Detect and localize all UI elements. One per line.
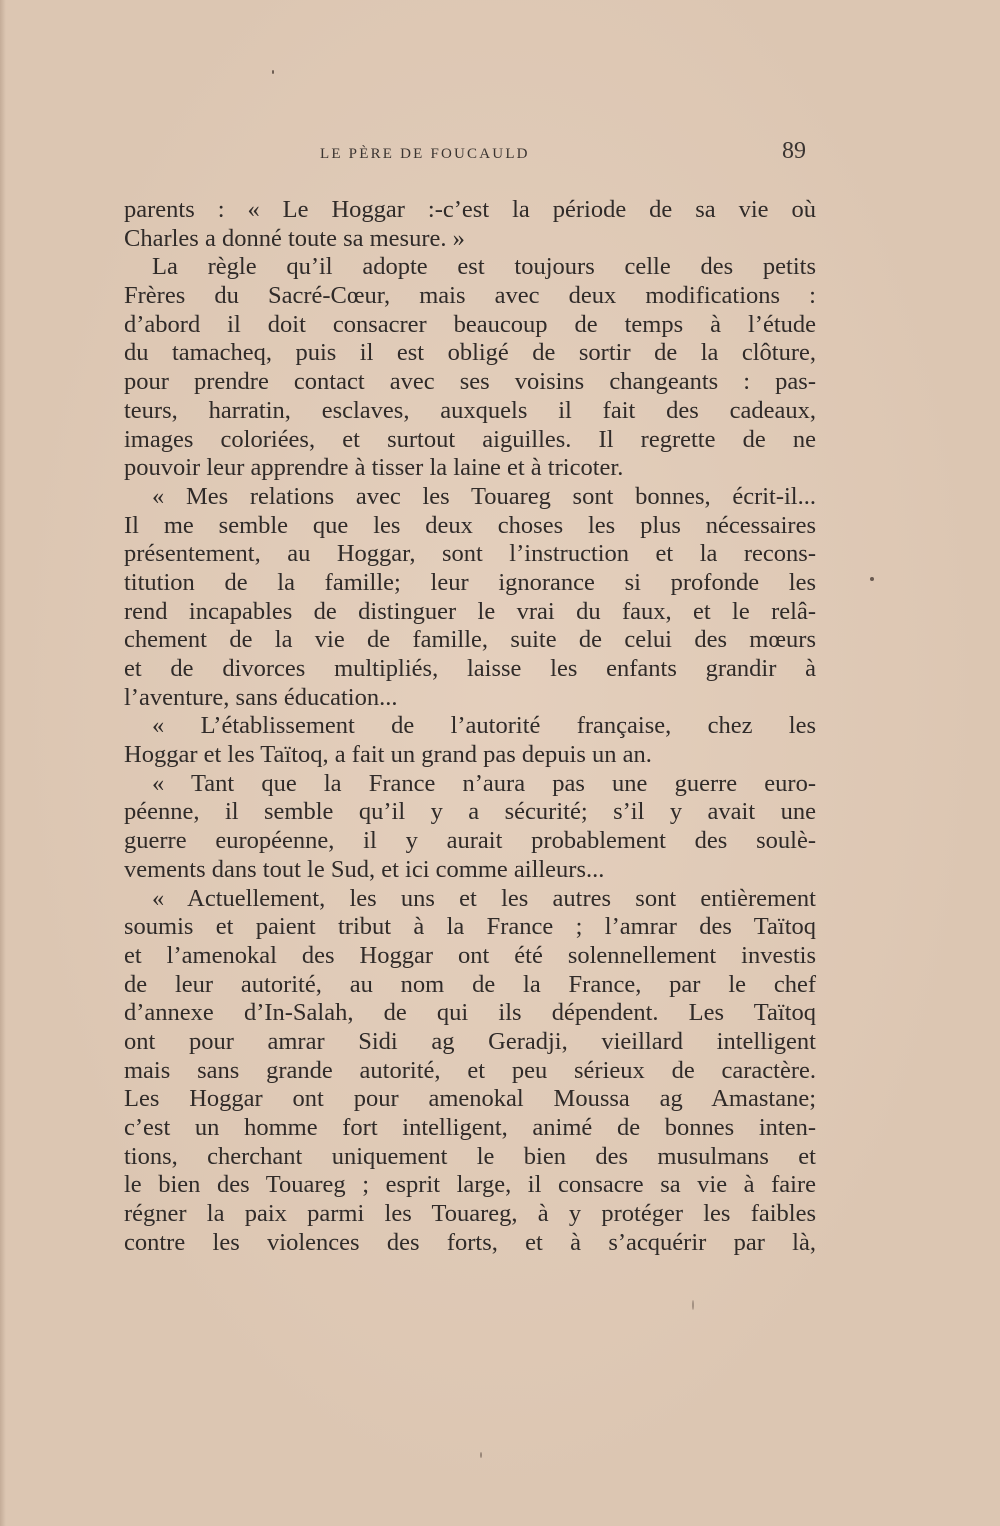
text-line: ont pour amrar Sidi ag Geradji, vieillard intelligent: [124, 1027, 816, 1055]
page-number: 89: [782, 138, 806, 164]
text-line: « L’établissement de l’autorité française, chez les: [152, 712, 816, 740]
text-line: Frères du Sacré-Cœur, mais avec deux modifications :: [124, 282, 816, 310]
text-line: « Mes relations avec les Touareg sont bonnes, écrit-il...: [152, 482, 816, 510]
text-line: d’abord il doit consacrer beaucoup de temps à l’étude: [124, 310, 816, 338]
text-line: soumis et paient tribut à la France ; l’amrar des Taïtoq: [124, 913, 816, 941]
text-line: teurs, harratin, esclaves, auxquels il fait des cadeaux,: [124, 396, 816, 424]
text-line: le bien des Touareg ; esprit large, il consacre sa vie à faire: [124, 1171, 816, 1199]
text-line: du tamacheq, puis il est obligé de sortir de la clôture,: [124, 339, 816, 367]
text-line: vements dans tout le Sud, et ici comme ailleurs...: [124, 855, 605, 883]
text-line: l’aventure, sans éducation...: [124, 683, 398, 711]
text-line: d’annexe d’In-Salah, de qui ils dépendent. Les Taïtoq: [124, 999, 816, 1027]
text-line: images coloriées, et surtout aiguilles. Il regrette de ne: [124, 425, 816, 453]
text-line: Hoggar et les Taïtoq, a fait un grand pas depuis un an.: [124, 741, 652, 769]
paper-speck: [480, 1452, 482, 1458]
text-line: « Actuellement, les uns et les autres sont entièrement: [152, 884, 816, 912]
text-line: contre les violences des forts, et à s’acquérir par là,: [124, 1228, 816, 1256]
text-line: Les Hoggar ont pour amenokal Moussa ag Amastane;: [124, 1085, 816, 1113]
text-line: Charles a donné toute sa mesure. »: [124, 224, 465, 252]
paper-speck: [692, 1300, 694, 1310]
text-line: pour prendre contact avec ses voisins changeants : pas-: [124, 368, 816, 396]
text-line: et de divorces multipliés, laisse les enfants grandir à: [124, 655, 816, 682]
text-line: régner la paix parmi les Touareg, à y protéger les faibles: [124, 1200, 816, 1228]
text-line: et l’amenokal des Hoggar ont été solennellement investis: [124, 941, 816, 969]
text-line: parents : « Le Hoggar :-c’est la période de sa vie où: [124, 196, 816, 223]
text-line: présentement, au Hoggar, sont l’instruction et la recons-: [124, 540, 816, 568]
body-text: [124, 196, 816, 1257]
text-line: chement de la vie de famille, suite de celui des mœurs: [124, 626, 816, 654]
text-line: de leur autorité, au nom de la France, par le chef: [124, 970, 816, 998]
page-edge-shadow: [0, 0, 6, 1526]
text-line: pouvoir leur apprendre à tisser la laine et à tricoter.: [124, 454, 624, 482]
text-line: c’est un homme fort intelligent, animé de bonnes inten-: [124, 1114, 816, 1141]
text-line: péenne, il semble qu’il y a sécurité; s’il y avait une: [124, 798, 816, 826]
text-line: tions, cherchant uniquement le bien des musulmans et: [124, 1142, 816, 1170]
text-line: rend incapables de distinguer le vrai du faux, et le relâ-: [124, 597, 816, 625]
paper-speck: [870, 577, 874, 581]
running-title: LE PÈRE DE FOUCAULD: [320, 146, 530, 162]
text-line: La règle qu’il adopte est toujours celle des petits: [152, 253, 816, 281]
text-line: « Tant que la France n’aura pas une guerre euro-: [152, 769, 816, 797]
text-line: mais sans grande autorité, et peu sérieux de caractère.: [124, 1056, 816, 1084]
text-line: guerre européenne, il y aurait probablement des soulè-: [124, 827, 816, 855]
text-line: Il me semble que les deux choses les plus nécessaires: [124, 511, 816, 539]
paper-speck: [272, 70, 274, 74]
text-line: titution de la famille; leur ignorance si profonde les: [124, 568, 816, 596]
